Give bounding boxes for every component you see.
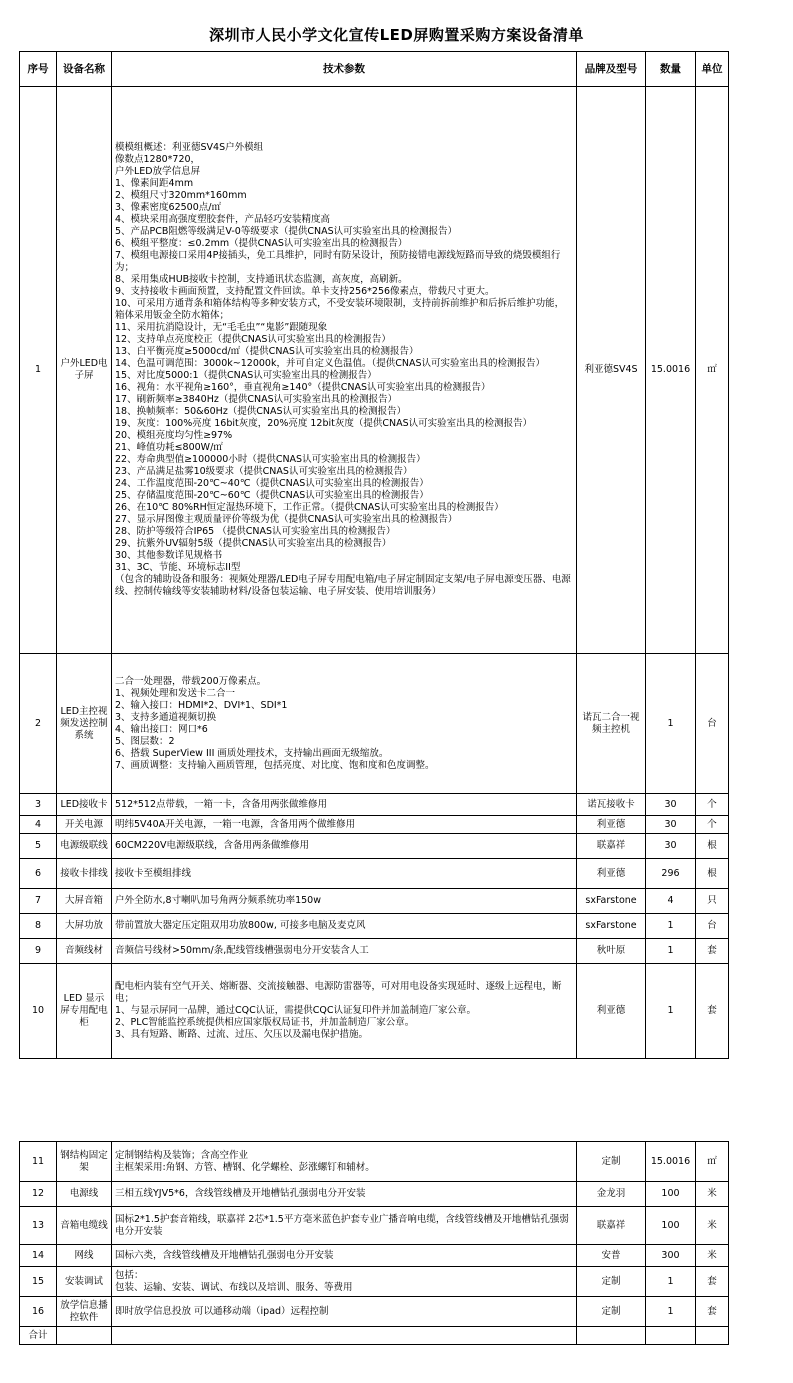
row-quantity: 4: [646, 889, 696, 914]
row-quantity: 300: [646, 1245, 696, 1267]
row-device-name: 接收卡排线: [57, 859, 112, 889]
row-quantity: 1: [646, 939, 696, 964]
spec-line: 25、存储温度范围-20℃~60℃（提供CNAS认可实验室出具的检测报告）: [115, 490, 429, 501]
row-device-name: LED 显示屏专用配电柜: [57, 964, 112, 1059]
row-unit: 套: [696, 1297, 729, 1327]
row-spec: [112, 1207, 577, 1245]
row-device-name: 大屏音箱: [57, 889, 112, 914]
table-row: [20, 654, 729, 794]
spec-line: 20、模组亮度均匀性≥97%: [115, 430, 233, 441]
row-device-name: 音频线材: [57, 939, 112, 964]
row-device-name: 网线: [57, 1245, 112, 1267]
spec-line: 26、在10℃ 80%RH恒定湿热环境下，工作正常。（提供CNAS认可实验室出具的检测报告）: [115, 502, 504, 513]
spec-line: 19、灰度：100%亮度 16bit灰度，20%亮度 12bit灰度（提供CNAS认可实验室出具的检测报告）: [115, 418, 533, 429]
table-row: [20, 1182, 729, 1207]
row-device-name: 电源线: [57, 1182, 112, 1207]
row-index: 16: [20, 1297, 57, 1327]
row-brand: 定制: [577, 1297, 646, 1327]
row-index: 8: [20, 914, 57, 939]
row-spec: [112, 1142, 577, 1182]
header-name: 设备名称: [57, 52, 112, 87]
row-unit: 台: [696, 914, 729, 939]
spec-line: 7、画质调整：支持输入画质管理，包括亮度、对比度、饱和度和色度调整。: [115, 759, 435, 771]
row-brand: sxFarstone: [577, 914, 646, 939]
row-index: 6: [20, 859, 57, 889]
row-spec: [112, 859, 577, 889]
row-index: 14: [20, 1245, 57, 1267]
row-unit: 米: [696, 1182, 729, 1207]
table-row: [20, 1207, 729, 1245]
table-row: [20, 1297, 729, 1327]
row-index: 9: [20, 939, 57, 964]
table-row: [20, 1245, 729, 1267]
total-label: 合计: [20, 1327, 57, 1345]
spec-line: 1、视频处理和发送卡二合一: [115, 687, 236, 699]
row-spec: [112, 1267, 577, 1297]
table-row: [20, 889, 729, 914]
row-brand: 联嘉祥: [577, 834, 646, 859]
row-device-name: 钢结构固定架: [57, 1142, 112, 1182]
spec-line: 14、色温可调范围：3000k~12000k，并可自定义色温值。（提供CNAS认可实验室出具的检测报告）: [115, 358, 545, 369]
spec-line: 配电柜内装有空气开关、熔断器、交流接触器、电源防雷器等，可对用电设备实现延时、逐级上远程电，断电；: [115, 981, 562, 1004]
row-quantity: 1: [646, 964, 696, 1059]
header-spec: 技术参数: [112, 52, 577, 87]
row-index: 3: [20, 794, 57, 816]
spec-line: 3、像素密度62500点/㎡: [115, 202, 221, 213]
total-row: [20, 1327, 729, 1345]
spec-line: 2、输入接口：HDMI*2、DVI*1、SDI*1: [115, 699, 288, 711]
row-index: 12: [20, 1182, 57, 1207]
spec-line: 国标2*1.5护套音箱线，联嘉祥 2芯*1.5平方毫米蓝色护套专业广播音响电缆，含线管线槽及开地槽钻孔强弱电分开安装: [115, 1213, 569, 1237]
row-unit: 只: [696, 889, 729, 914]
row-spec: [112, 834, 577, 859]
row-quantity: 15.0016: [646, 1142, 696, 1182]
row-index: 11: [20, 1142, 57, 1182]
row-device-name: 大屏功放: [57, 914, 112, 939]
row-device-name: 电源级联线: [57, 834, 112, 859]
row-index: 1: [20, 87, 57, 654]
row-spec: [112, 939, 577, 964]
spec-line: 30、其他参数详见规格书: [115, 550, 223, 561]
spec-line: 9、支持接收卡画面预置，支持配置文件回读。单卡支持256*256像素点，带载尺寸更大。: [115, 286, 495, 297]
spec-line: 6、搭载 SuperView III 画质处理技术，支持输出画面无级缩放。: [115, 747, 389, 759]
row-spec: [112, 794, 577, 816]
row-unit: 套: [696, 964, 729, 1059]
spec-line: 12、支持单点亮度校正（提供CNAS认可实验室出具的检测报告）: [115, 334, 391, 345]
spec-line: 主框架采用:角钢、方管、槽钢、化学螺栓、彭涨螺钉和辅材。: [115, 1161, 375, 1173]
row-index: 4: [20, 816, 57, 834]
spec-line: 定制钢结构及装饰；含高空作业: [115, 1149, 249, 1161]
row-index: 13: [20, 1207, 57, 1245]
spec-line: 24、工作温度范围-20℃~40℃（提供CNAS认可实验室出具的检测报告）: [115, 478, 429, 489]
spec-line: 10、可采用方通背条和箱体结构等多种安装方式，不受安装环境限制，支持前拆前维护和后拆后维护功能，箱体采用钣金全防水箱体；: [115, 298, 565, 321]
spec-line: 带前置放大器定压定阻双用功放800w, 可接多电脑及麦克风: [115, 920, 366, 931]
row-brand: 诺瓦二合一视频主控机: [577, 654, 646, 794]
table-row: [20, 816, 729, 834]
header-qty: 数量: [646, 52, 696, 87]
header-index: 序号: [20, 52, 57, 87]
table-row: [20, 914, 729, 939]
row-brand: 定制: [577, 1267, 646, 1297]
row-device-name: 放学信息播控软件: [57, 1297, 112, 1327]
spec-line: 27、显示屏图像主观质量评价等级为优（提供CNAS认可实验室出具的检测报告）: [115, 514, 458, 525]
spec-line: 音频信号线材>50mm/条,配线管线槽强弱电分开安装含人工: [115, 945, 369, 956]
row-quantity: 100: [646, 1182, 696, 1207]
spec-line: 1、与显示屏同一品牌，通过CQC认证，需提供CQC认证复印件并加盖制造厂家公章。: [115, 1005, 477, 1016]
row-unit: 米: [696, 1207, 729, 1245]
table-row: [20, 964, 729, 1059]
row-brand: 利亚德: [577, 859, 646, 889]
row-device-name: 音箱电缆线: [57, 1207, 112, 1245]
row-spec: [112, 1245, 577, 1267]
spec-line: 3、具有短路、断路、过流、过压、欠压以及漏电保护措施。: [115, 1029, 369, 1040]
table-row: [20, 1142, 729, 1182]
spec-line: 三相五线YJV5*6，含线管线槽及开地槽钻孔强弱电分开安装: [115, 1188, 366, 1199]
spec-line: 31、3C、节能、环境标志II型: [115, 562, 241, 573]
spec-line: 15、对比度5000:1（提供CNAS认可实验室出具的检测报告）: [115, 370, 377, 381]
spec-line: 二合一处理器，带载200万像素点。: [115, 675, 267, 687]
row-unit: 套: [696, 1267, 729, 1297]
spec-line: 4、模块采用高强度塑胶套件，产品轻巧安装精度高: [115, 214, 331, 225]
row-quantity: 100: [646, 1207, 696, 1245]
table-row: [20, 1267, 729, 1297]
spec-line: 4、输出接口：网口*6: [115, 723, 208, 735]
table-row: [20, 834, 729, 859]
spec-line: 8、采用集成HUB接收卡控制，支持通讯状态监测，高灰度，高刷新。: [115, 274, 408, 285]
row-spec: [112, 964, 577, 1059]
row-unit: 根: [696, 859, 729, 889]
spec-line: 60CM220V电源级联线，含备用两条做维修用: [115, 840, 310, 851]
row-unit: 根: [696, 834, 729, 859]
row-brand: 定制: [577, 1142, 646, 1182]
row-unit: 套: [696, 939, 729, 964]
spec-line: 2、PLC智能监控系统提供相应国家版权局证书，并加盖制造厂家公章。: [115, 1017, 415, 1028]
spec-line: 明纬5V40A开关电源，一箱一电源，含备用两个做维修用: [115, 818, 356, 830]
row-spec: [112, 816, 577, 834]
row-spec: [112, 1297, 577, 1327]
spec-line: 6、模组平整度：≤0.2mm（提供CNAS认可实验室出具的检测报告）: [115, 238, 408, 249]
header-brand: 品牌及型号: [577, 52, 646, 87]
row-index: 2: [20, 654, 57, 794]
equipment-table: [19, 51, 729, 1059]
row-quantity: 30: [646, 816, 696, 834]
spec-line: 户外LED放学信息屏: [115, 166, 201, 177]
row-device-name: LED主控视频发送控制系统: [57, 654, 112, 794]
row-quantity: 30: [646, 794, 696, 816]
spec-line: 1、像素间距4mm: [115, 178, 194, 189]
table-row: [20, 794, 729, 816]
row-device-name: LED接收卡: [57, 794, 112, 816]
spec-line: 11、采用抗消隐设计，无“毛毛虫”“鬼影”跟随现象: [115, 322, 328, 333]
row-index: 7: [20, 889, 57, 914]
row-unit: 台: [696, 654, 729, 794]
row-quantity: 1: [646, 914, 696, 939]
spec-line: 3、支持多通道视频切换: [115, 711, 217, 723]
spec-line: 17、刷新频率≥3840Hz（提供CNAS认可实验室出具的检测报告）: [115, 394, 398, 405]
spec-line: 5、图层数：2: [115, 735, 175, 747]
spec-line: 23、产品满足盐雾10级要求（提供CNAS认可实验室出具的检测报告）: [115, 466, 413, 477]
spec-line: 接收卡至模组排线: [115, 867, 192, 879]
spec-line: 28、防护等级符合IP65 （提供CNAS认可实验室出具的检测报告）: [115, 526, 396, 537]
spec-line: 29、抗紫外UV辐射5级（提供CNAS认可实验室出具的检测报告）: [115, 538, 392, 549]
spec-line: 包装、运输、安装、调试、布线以及培训、服务、等费用: [115, 1281, 353, 1293]
spec-line: 即时放学信息投放 可以通移动端（ipad）远程控制: [115, 1305, 329, 1317]
spec-line: 5、产品PCB阻燃等级满足V-0等级要求（提供CNAS认可实验室出具的检测报告）: [115, 226, 458, 237]
row-spec: [112, 654, 577, 794]
spec-line: 2、模组尺寸320mm*160mm: [115, 190, 247, 201]
spec-line: 7、模组电源接口采用4P接插头，免工具维护，同时有防呆设计，预防接错电源线短路而导致的烧毁模组行为；: [115, 250, 561, 273]
row-brand: 秋叶原: [577, 939, 646, 964]
equipment-table-continued: [19, 1141, 729, 1345]
row-brand: 金龙羽: [577, 1182, 646, 1207]
spec-line: （包含的辅助设备和服务：视频处理器/LED电子屏专用配电箱/电子屏定制固定支架/电子屏电源变压器、电源线、控制传输线等安装辅助材料/设备包装运输、电子屏安装、使用培训服务）: [115, 574, 571, 597]
spec-line: 21、峰值功耗≤800W/㎡: [115, 442, 223, 453]
spec-line: 13、白平衡亮度≥5000cd/㎡（提供CNAS认可实验室出具的检测报告）: [115, 346, 419, 357]
row-index: 5: [20, 834, 57, 859]
row-index: 10: [20, 964, 57, 1059]
row-unit: ㎡: [696, 1142, 729, 1182]
row-quantity: 15.0016: [646, 87, 696, 654]
spec-line: 16、视角：水平视角≥160°，垂直视角≥140°（提供CNAS认可实验室出具的检测报告）: [115, 382, 491, 393]
table-header-row: [20, 52, 729, 87]
row-quantity: 296: [646, 859, 696, 889]
row-brand: 利亚德: [577, 964, 646, 1059]
spec-line: 户外全防水,8寸喇叭加号角两分频系统功率150w: [115, 895, 321, 906]
row-spec: [112, 87, 577, 654]
row-quantity: 1: [646, 1267, 696, 1297]
row-device-name: 户外LED电子屏: [57, 87, 112, 654]
spec-line: 18、换帧频率：50&60Hz（提供CNAS认可实验室出具的检测报告）: [115, 406, 407, 417]
header-unit: 单位: [696, 52, 729, 87]
row-index: 15: [20, 1267, 57, 1297]
row-quantity: 30: [646, 834, 696, 859]
row-device-name: 开关电源: [57, 816, 112, 834]
table-row: [20, 939, 729, 964]
spec-line: 22、寿命典型值≥100000小时（提供CNAS认可实验室出具的检测报告）: [115, 454, 426, 465]
spec-line: 512*512点带载，一箱一卡，含备用两张做维修用: [115, 798, 328, 810]
table-row: [20, 87, 729, 654]
spec-line: 像数点1280*720，: [115, 154, 201, 165]
table-row: [20, 859, 729, 889]
row-quantity: 1: [646, 654, 696, 794]
row-spec: [112, 1182, 577, 1207]
row-quantity: 1: [646, 1297, 696, 1327]
row-spec: [112, 889, 577, 914]
row-brand: sxFarstone: [577, 889, 646, 914]
row-unit: 个: [696, 794, 729, 816]
row-brand: 联嘉祥: [577, 1207, 646, 1245]
row-device-name: 安装调试: [57, 1267, 112, 1297]
row-unit: 个: [696, 816, 729, 834]
row-brand: 利亚德SV4S: [577, 87, 646, 654]
row-brand: 利亚德: [577, 816, 646, 834]
row-unit: ㎡: [696, 87, 729, 654]
row-spec: [112, 914, 577, 939]
spec-line: 包括：: [115, 1269, 144, 1281]
row-unit: 米: [696, 1245, 729, 1267]
spec-line: 模模组概述：利亚德SV4S户外模组: [115, 142, 264, 153]
row-brand: 安普: [577, 1245, 646, 1267]
page-title: 深圳市人民小学文化宣传LED屏购置采购方案设备清单: [209, 26, 584, 44]
spec-line: 国标六类，含线管线槽及开地槽钻孔强弱电分开安装: [115, 1249, 334, 1261]
row-brand: 诺瓦接收卡: [577, 794, 646, 816]
